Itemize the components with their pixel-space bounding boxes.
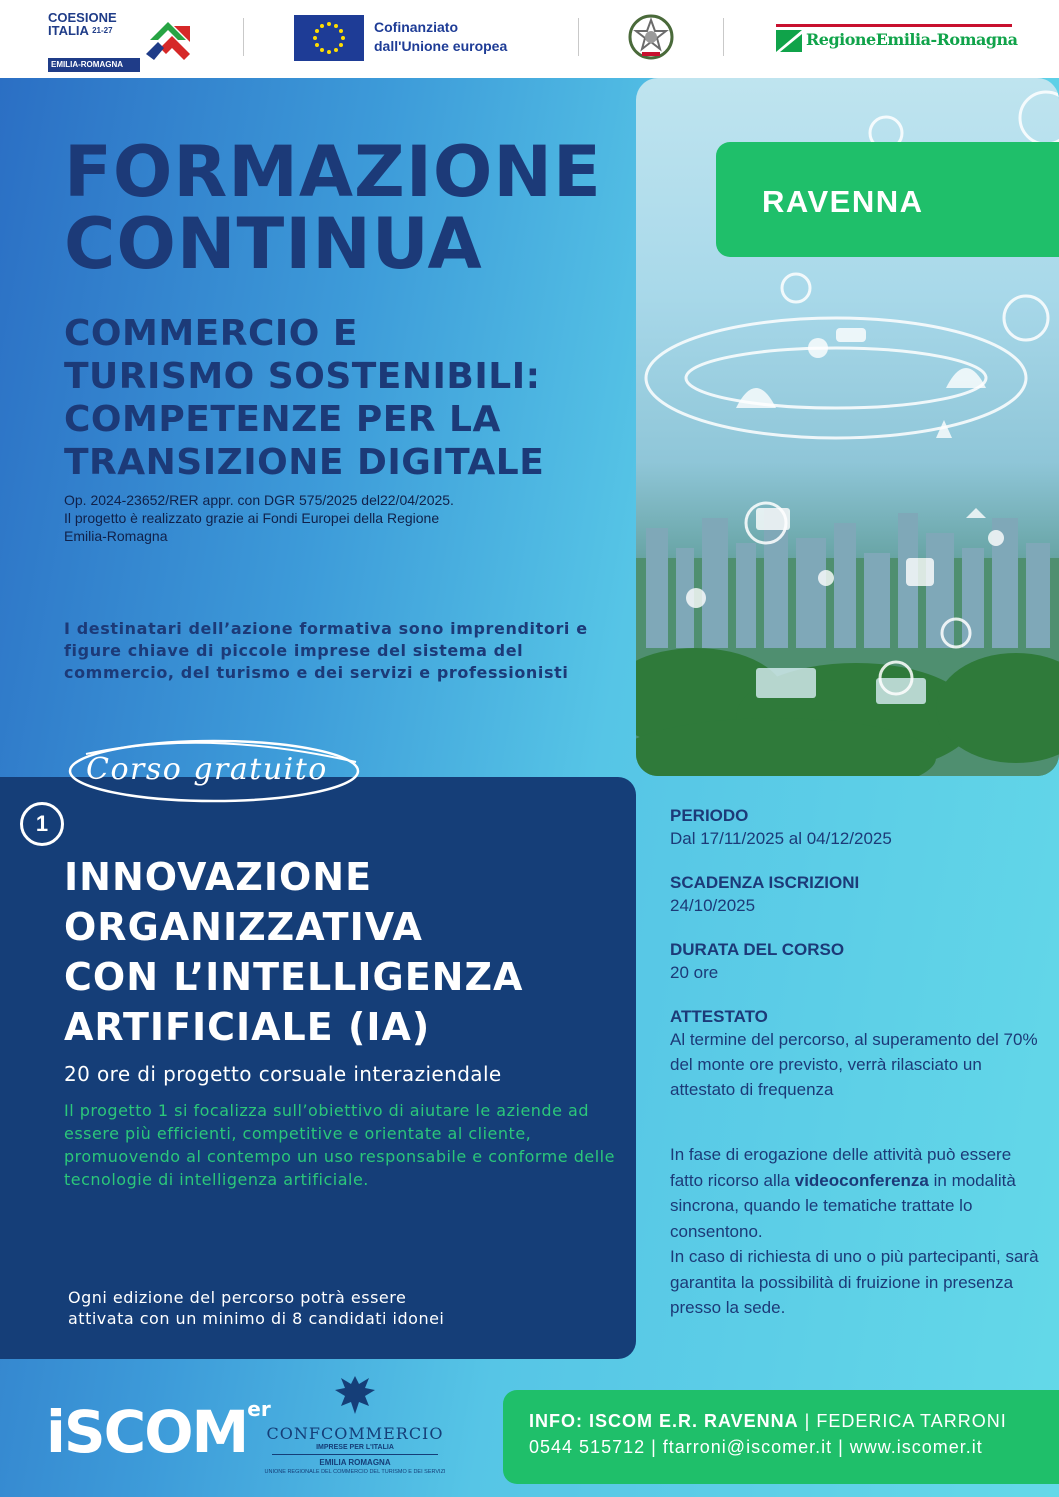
- course-number-badge: 1: [20, 802, 64, 846]
- project-subtitle: COMMERCIO E TURISMO SOSTENIBILI: COMPETENZE PER LA TRANSIZIONE DIGITALE: [64, 313, 545, 483]
- duration-block: [670, 940, 1040, 985]
- course-details: [670, 806, 1040, 1321]
- header-divider: [723, 18, 724, 56]
- city-tag: [716, 142, 1059, 257]
- header-divider: [243, 18, 244, 56]
- course-minimum-note: Ogni edizione del percorso potrà essere attivata con un minimo di 8 candidati idonei: [68, 1288, 445, 1328]
- deadline-block: [670, 873, 1040, 918]
- deadline-value: 24/10/2025: [670, 896, 756, 915]
- coesione-logo-line2: ITALIA $^{21-27}$: [48, 23, 113, 38]
- operation-reference: Op. 2024-23652/RER appr. con DGR 575/2025 del22/04/2025. Il progetto è realizzato grazie ai Fondi Europei della Regione Emilia-Romagna: [64, 492, 454, 544]
- target-audience-text: I destinatari dell’azione formativa sono imprenditori e figure chiave di piccole imprese del sistema del commercio, del turismo e dei servizi e professionisti: [64, 619, 588, 682]
- regione-emilia-romagna-logo: [776, 24, 1018, 58]
- remote-delivery-text: In fase di erogazione delle attività può essere fatto ricorso alla videoconferenza in modalità sincrona, quando le tematiche trattate lo consentono. In caso di richiesta di uno o più partecipanti, sarà garantita la possibilità di fruizione in presenza presso la sede.: [670, 1145, 1039, 1317]
- eu-cofinanced-text: Cofinanziato dall'Unione europea: [374, 19, 508, 54]
- iscom-logo-word: iSCOM: [46, 1398, 248, 1466]
- iscom-logo-sup: er: [247, 1396, 271, 1421]
- period-label: PERIODO: [670, 806, 749, 825]
- certificate-block: [670, 1007, 1040, 1102]
- city-name: RAVENNA: [762, 184, 924, 219]
- deadline-label: SCADENZA ISCRIZIONI: [670, 873, 860, 892]
- header-divider: [578, 18, 579, 56]
- page-title: FORMAZIONE CONTINUA: [64, 131, 602, 285]
- contact-line-2[interactable]: 0544 515712 | ftarroni@iscomer.it | www.iscomer.it: [529, 1437, 983, 1457]
- free-course-label: Corso gratuito: [86, 752, 328, 787]
- period-block: [670, 806, 1040, 851]
- contact-line-1: INFO: ISCOM E.R. RAVENNA | FEDERICA TARRONI: [529, 1411, 1007, 1431]
- coesione-italia-logo: [48, 10, 198, 69]
- coesione-arrows-icon: [144, 14, 196, 64]
- confcommercio-region: EMILIA ROMAGNA: [319, 1458, 391, 1467]
- eu-flag-icon: [294, 15, 364, 61]
- logos-header: [0, 0, 1059, 78]
- eagle-icon: [332, 1372, 378, 1418]
- coesione-logo-line1: COESIONE: [48, 10, 117, 25]
- confcommercio-logo: [262, 1372, 448, 1482]
- certificate-value: Al termine del percorso, al superamento del 70% del monte ore previsto, verrà rilasciato un attestato di frequenza: [670, 1030, 1038, 1099]
- period-value: Dal 17/11/2025 al 04/12/2025: [670, 829, 892, 848]
- course-description: Il progetto 1 si focalizza sull’obiettivo di aiutare le aziende ad essere più efficienti, competitive e orientate al cliente, promuovendo al contempo un uso responsabile e conforme delle tecnologie di intelligenza artificiale.: [64, 1101, 615, 1189]
- course-title: INNOVAZIONE ORGANIZZATIVA CON L’INTELLIGENZA ARTIFICIALE (IA): [64, 855, 524, 1049]
- iscom-logo: [46, 1398, 271, 1468]
- confcommercio-union: UNIONE REGIONALE DEL COMMERCIO DEL TURISMO E DEI SERVIZI: [264, 1469, 446, 1475]
- confcommercio-tagline: IMPRESE PER L'ITALIA: [316, 1444, 394, 1451]
- rer-logo-text: RegioneEmilia-Romagna: [806, 30, 1018, 49]
- course-subtitle: 20 ore di progetto corsuale interaziendale: [64, 1062, 502, 1086]
- certificate-label: ATTESTATO: [670, 1007, 768, 1026]
- free-course-badge: [66, 736, 366, 806]
- duration-label: DURATA DEL CORSO: [670, 940, 845, 959]
- rer-flag-icon: [776, 30, 802, 52]
- confcommercio-name: CONFCOMMERCIO: [266, 1424, 444, 1443]
- duration-value: 20 ore: [670, 963, 719, 982]
- coesione-logo-region: EMILIA-ROMAGNA: [48, 58, 140, 72]
- videoconference-highlight: videoconferenza: [794, 1170, 929, 1190]
- contact-info-box: [503, 1390, 1059, 1484]
- italian-republic-emblem-icon: [628, 14, 674, 60]
